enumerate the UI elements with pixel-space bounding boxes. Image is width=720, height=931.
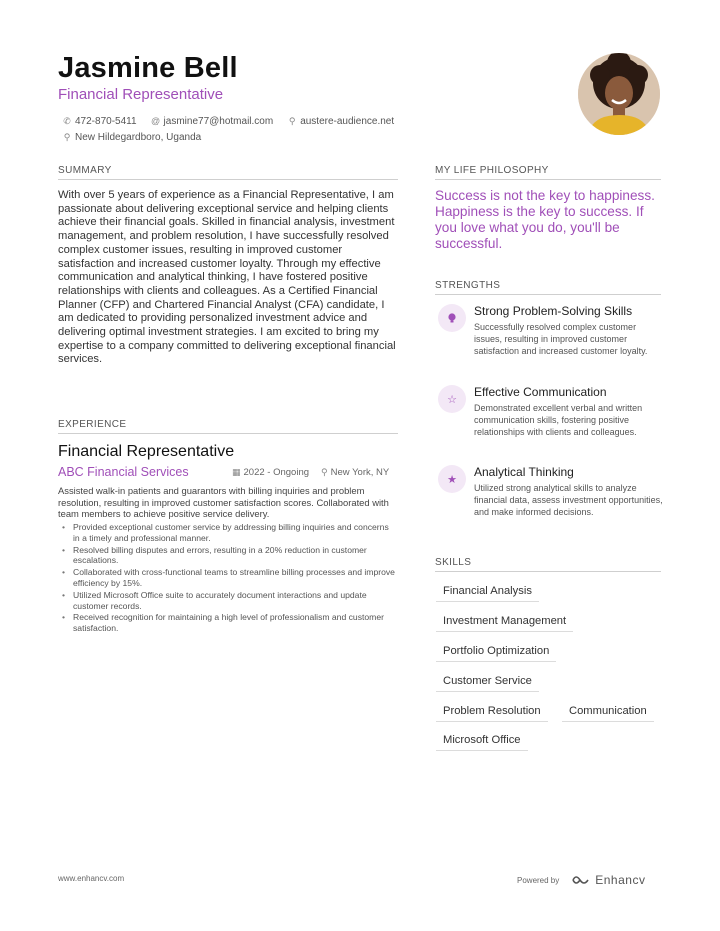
summary-heading: SUMMARY [58,165,398,180]
job-bullet: • Provided exceptional customer service by addressing billing inquiries and concerns in a timely and professional manner. [62,522,396,544]
enhancv-logo-icon [571,874,591,886]
lightbulb-icon [438,304,466,332]
star-outline-icon: ☆ [438,385,466,413]
summary-text: With over 5 years of experience as a Financial Representative, I am passionate about delivering exceptional service and helping clients achieve their financial goals. Skilled in financial analysis, investment management, and problem resolution, I have successfully resolved complex customer issues, resulting in improved customer satisfaction and increased customer loyalty. Through my effective communication and analytical thinking, I have fostered positive relationships with clients and colleagues. As a Certified Financial Planner (CFP) and Chartered Financial Analyst (CFA) candidate, I am dedicated to providing personalized investment advice and delivering optimal investment strategies. I am excited to bring my expertise to a company committed to delivering exceptional financial services. [58,189,396,366]
candidate-name: Jasmine Bell [58,52,238,84]
strength-desc: Demonstrated excellent verbal and written communication skills, fostering positive relationships with clients and colleagues. [474,403,643,437]
website-text: austere-audience.net [300,115,395,127]
phone-text: 472-870-5411 [75,115,137,127]
brand-name: Enhancv [595,873,646,887]
job-dates: 2022 - Ongoing [243,467,310,478]
job-bullet: • Collaborated with cross-functional teams to streamline billing processes and improve efficiency by 15%. [62,567,396,589]
avatar [578,53,660,135]
job-meta [232,467,389,478]
at-icon: @ [150,116,161,126]
job-role: Financial Representative [58,443,235,460]
calendar-icon: ▦ [232,467,241,477]
website-item[interactable] [287,116,394,127]
skill-tag: Customer Service [436,675,539,692]
location-pin-icon: ⚲ [321,467,328,477]
strength-item [435,304,663,374]
strength-desc: Utilized strong analytical skills to analyze financial data, assess investment opportunities, and make informed decisions. [474,483,663,517]
skill-tag: Communication [562,705,654,722]
strength-item [435,385,663,455]
job-bullet: • Received recognition for maintaining a high level of professionalism and customer satisfaction. [62,612,396,634]
skill-tag: Investment Management [436,615,573,632]
phone-item [62,116,137,127]
job-company: ABC Financial Services [58,465,189,479]
powered-by-label: Powered by [517,875,560,885]
strength-title: Analytical Thinking [474,465,574,479]
strength-item [435,465,663,535]
footer-powered [517,873,645,887]
location-text: New Hildegardboro, Uganda [75,131,202,143]
job-bullet: • Resolved billing disputes and errors, resulting in a 20% reduction in customer escalations. [62,545,396,567]
footer-url[interactable]: www.enhancv.com [58,874,125,883]
link-icon: ⚲ [288,115,296,126]
portrait-image [578,53,660,135]
job-bullets [62,522,396,635]
star-icon: ★ [438,465,466,493]
job-description: Assisted walk-in patients and guarantors with billing inquiries and problem resolution, resulting in improved customer satisfaction scores. Collaborated with team members to achieve positive service delivery. [58,485,389,520]
skill-tag: Problem Resolution [436,705,548,722]
location-item [62,132,201,143]
strength-desc: Successfully resolved complex customer issues, resulting in improved customer satisfaction and increased customer loyalty. [474,322,648,356]
candidate-title: Financial Representative [58,86,224,103]
brand-logo[interactable] [571,873,645,887]
email-item[interactable] [151,116,274,127]
location-pin-icon: ⚲ [63,131,71,142]
philosophy-quote: Success is not the key to happiness. Happiness is the key to success. If you love what you do, you'll be successful. [435,188,655,251]
strengths-heading: STRENGTHS [435,280,661,295]
philosophy-heading: MY LIFE PHILOSOPHY [435,165,661,180]
email-text: jasmine77@hotmail.com [163,115,274,127]
contact-info [62,113,482,145]
skill-tag: Portfolio Optimization [436,645,556,662]
experience-heading: EXPERIENCE [58,419,398,434]
strength-title: Effective Communication [474,385,607,399]
phone-icon: ✆ [63,115,71,126]
job-location: New York, NY [330,467,390,478]
skill-tag: Financial Analysis [436,585,539,602]
strength-title: Strong Problem-Solving Skills [474,304,633,318]
skill-tag: Microsoft Office [436,734,528,751]
job-bullet: • Utilized Microsoft Office suite to accurately document interactions and update customer records. [62,590,396,612]
skills-heading: SKILLS [435,557,661,572]
